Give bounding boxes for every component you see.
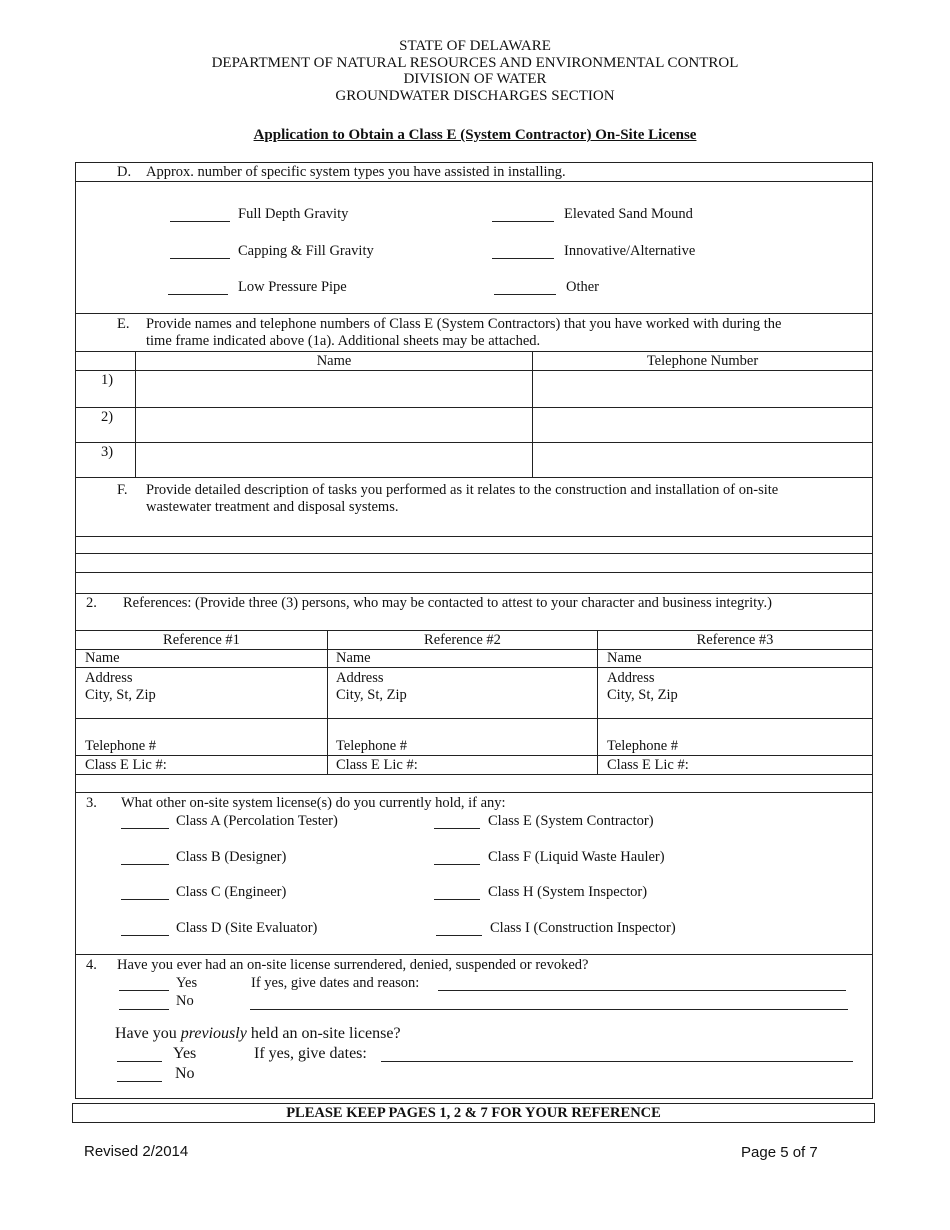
previous-yes-blank[interactable] <box>117 1061 162 1062</box>
section-f-label: F. <box>117 482 128 498</box>
contact-row-3-name-field[interactable] <box>137 444 530 476</box>
revoked-reason-label: If yes, give dates and reason: <box>251 975 420 991</box>
section-e-text-1: Provide names and telephone numbers of Class E (System Contractors) that you have worked with during the <box>146 316 782 332</box>
ref1-name-label: Name <box>85 650 120 666</box>
section-2-text: References: (Provide three (3) persons, who may be contacted to attest to your character and business integrity.) <box>123 595 772 611</box>
description-line-1[interactable] <box>75 536 873 537</box>
system-type-capping: Capping & Fill Gravity <box>238 243 374 259</box>
form-title: Application to Obtain a Class E (System Contractor) On-Site License <box>253 127 697 143</box>
ref3-lic-label: Class E Lic #: <box>607 757 689 773</box>
ref2-phone-label: Telephone # <box>336 738 408 754</box>
reference-3-header: Reference #3 <box>696 632 774 648</box>
license-class-h: Class H (System Inspector) <box>488 884 648 900</box>
license-class-i: Class I (Construction Inspector) <box>490 920 676 936</box>
page-number: Page 5 of 7 <box>741 1144 818 1161</box>
contact-row-2-label: 2) <box>101 409 114 425</box>
ref3-city-label: City, St, Zip <box>607 687 678 703</box>
license-class-d: Class D (Site Evaluator) <box>176 920 318 936</box>
contact-row-3-label: 3) <box>101 444 114 460</box>
previous-dates-label: If yes, give dates: <box>254 1045 367 1062</box>
system-type-full-depth: Full Depth Gravity <box>238 206 349 222</box>
notice-text: PLEASE KEEP PAGES 1, 2 & 7 FOR YOUR REFERENCE <box>286 1105 661 1121</box>
revoked-reason-field-2[interactable] <box>250 1009 848 1010</box>
section-e-text-2: time frame indicated above (1a). Additional sheets may be attached. <box>146 333 541 349</box>
license-blank-class-b[interactable] <box>121 864 169 865</box>
section-4-number: 4. <box>86 957 97 973</box>
previous-no-label: No <box>175 1065 195 1082</box>
ref2-city-label: City, St, Zip <box>336 687 407 703</box>
contact-row-1-label: 1) <box>101 372 114 388</box>
count-blank-sand-mound[interactable] <box>492 221 554 222</box>
license-class-a: Class A (Percolation Tester) <box>176 813 338 829</box>
contact-row-2-phone-field[interactable] <box>534 409 870 443</box>
reference-2-header: Reference #2 <box>424 632 501 648</box>
section-3-text: What other on-site system license(s) do you currently hold, if any: <box>121 795 506 811</box>
contacts-col-name: Name <box>316 353 352 369</box>
revoked-yes-label: Yes <box>176 975 198 991</box>
count-blank-full-depth[interactable] <box>170 221 230 222</box>
license-class-b: Class B (Designer) <box>176 849 287 865</box>
count-blank-innovative[interactable] <box>492 258 554 259</box>
license-blank-class-c[interactable] <box>121 899 169 900</box>
section-4-question-1: Have you ever had an on-site license surrendered, denied, suspended or revoked? <box>117 957 589 973</box>
ref2-name-label: Name <box>336 650 371 666</box>
ref1-address-label: Address <box>85 670 133 686</box>
ref2-address-label: Address <box>336 670 384 686</box>
ref1-phone-label: Telephone # <box>85 738 157 754</box>
revoked-yes-blank[interactable] <box>119 990 169 991</box>
ref1-city-label: City, St, Zip <box>85 687 156 703</box>
revoked-reason-field[interactable] <box>438 990 846 991</box>
license-blank-class-a[interactable] <box>121 828 169 829</box>
notice-box <box>72 1103 875 1123</box>
license-class-e: Class E (System Contractor) <box>488 813 654 829</box>
section-2-number: 2. <box>86 595 97 611</box>
contact-row-3-phone-field[interactable] <box>534 444 870 476</box>
header-department: DEPARTMENT OF NATURAL RESOURCES AND ENVIRONMENTAL CONTROL <box>211 54 739 71</box>
license-class-f: Class F (Liquid Waste Hauler) <box>488 849 665 865</box>
previous-dates-field[interactable] <box>381 1061 853 1062</box>
count-blank-other[interactable] <box>494 294 556 295</box>
ref3-name-label: Name <box>607 650 642 666</box>
system-type-low-pressure: Low Pressure Pipe <box>238 279 347 295</box>
revoked-no-blank[interactable] <box>119 1009 169 1010</box>
license-blank-class-d[interactable] <box>121 935 169 936</box>
question-2-prefix: Have you <box>115 1025 181 1042</box>
ref2-lic-label: Class E Lic #: <box>336 757 418 773</box>
agency-header <box>0 38 950 104</box>
revised-date: Revised 2/2014 <box>84 1143 189 1160</box>
section-e-label: E. <box>117 316 130 332</box>
section-d-text: Approx. number of specific system types you have assisted in installing. <box>146 164 566 180</box>
question-2-suffix: held an on-site license? <box>246 1025 401 1042</box>
license-blank-class-e[interactable] <box>434 828 480 829</box>
header-division: DIVISION OF WATER <box>403 71 547 87</box>
section-f-text-1: Provide detailed description of tasks you performed as it relates to the construction and installation of on-site <box>146 482 779 498</box>
license-blank-class-f[interactable] <box>434 864 480 865</box>
header-state: STATE OF DELAWARE <box>399 38 551 54</box>
contact-row-1-name-field[interactable] <box>137 372 530 406</box>
ref1-lic-label: Class E Lic #: <box>85 757 167 773</box>
contacts-col-phone: Telephone Number <box>646 353 759 369</box>
section-f-text-2: wastewater treatment and disposal systems. <box>146 499 399 515</box>
system-type-other: Other <box>566 279 600 295</box>
ref3-address-label: Address <box>607 670 655 686</box>
revoked-no-label: No <box>176 993 194 1009</box>
description-line-3[interactable] <box>75 572 873 573</box>
contact-row-2-name-field[interactable] <box>137 409 530 443</box>
previous-no-blank[interactable] <box>117 1081 162 1082</box>
contact-row-1-phone-field[interactable] <box>534 372 870 406</box>
section-3-number: 3. <box>86 795 97 811</box>
system-type-innovative: Innovative/Alternative <box>564 243 696 259</box>
license-class-c: Class C (Engineer) <box>176 884 287 900</box>
ref3-phone-label: Telephone # <box>607 738 679 754</box>
count-blank-capping[interactable] <box>170 258 230 259</box>
reference-1-header: Reference #1 <box>163 632 240 648</box>
license-blank-class-h[interactable] <box>434 899 480 900</box>
count-blank-low-pressure[interactable] <box>168 294 228 295</box>
header-section: GROUNDWATER DISCHARGES SECTION <box>335 87 615 104</box>
description-line-2[interactable] <box>75 553 873 554</box>
system-type-sand-mound: Elevated Sand Mound <box>564 206 693 222</box>
question-2-emphasis: previously <box>180 1025 247 1042</box>
section-4-question-2 <box>115 1025 401 1042</box>
section-d-label: D. <box>117 164 132 180</box>
previous-yes-label: Yes <box>173 1045 197 1062</box>
license-blank-class-i[interactable] <box>436 935 482 936</box>
